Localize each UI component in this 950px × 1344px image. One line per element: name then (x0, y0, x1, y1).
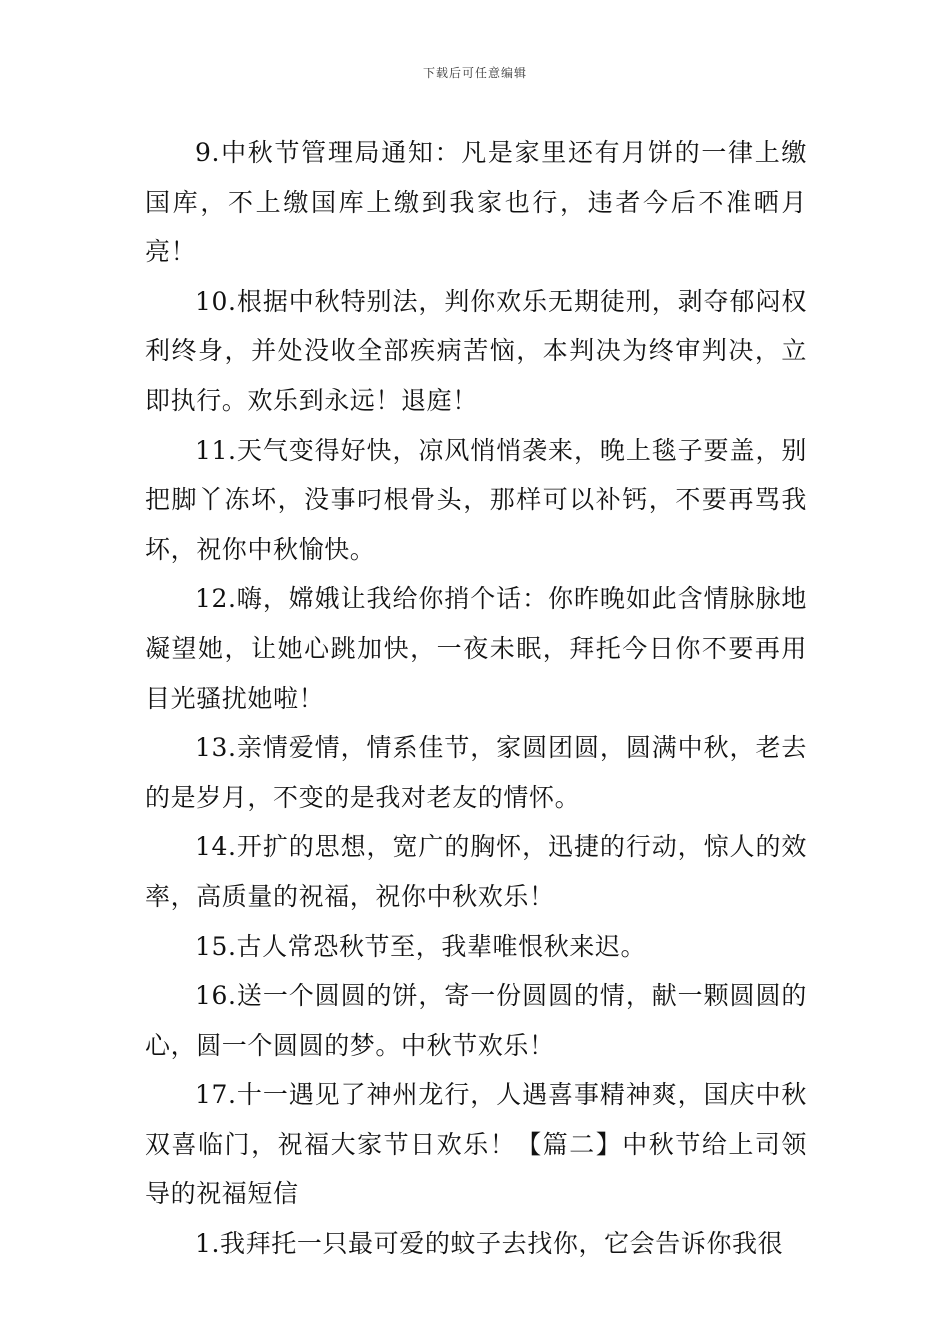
paragraph: 11.天气变得好快，凉风悄悄袭来，晚上毯子要盖，别把脚丫冻坏，没事叼根骨头，那样可以补钙，不要再骂我坏，祝你中秋愉快。 (145, 435, 807, 564)
header-note: 下载后可任意编辑 (422, 66, 527, 80)
paragraph: 9.中秋节管理局通知：凡是家里还有月饼的一律上缴国库，不上缴国库上缴到我家也行，违者今后不准晒月亮！ (145, 138, 807, 267)
paragraph: 1.我拜托一只最可爱的蚊子去找你，它会告诉你我很 (195, 1229, 784, 1259)
paragraph: 10.根据中秋特别法，判你欢乐无期徒刑，剥夺郁闷权利终身，并处没收全部疾病苦恼，本判决为终审判决，立即执行。欢乐到永远！退庭！ (145, 286, 807, 415)
paragraph: 15.古人常恐秋节至，我辈唯恨秋来迟。 (195, 931, 647, 961)
document-body (145, 128, 807, 1269)
paragraph: 16.送一个圆圆的饼，寄一份圆圆的情，献一颗圆圆的心，圆一个圆圆的梦。中秋节欢乐！ (145, 981, 807, 1060)
paragraph: 14.开扩的思想，宽广的胸怀，迅捷的行动，惊人的效率，高质量的祝福，祝你中秋欢乐！ (145, 832, 807, 911)
paragraph: 13.亲情爱情，情系佳节，家圆团圆，圆满中秋，老去的是岁月，不变的是我对老友的情怀。 (145, 733, 807, 812)
paragraph: 12.嗨，嫦娥让我给你捎个话：你昨晚如此含情脉脉地凝望她，让她心跳加快，一夜未眠，拜托今日你不要再用目光骚扰她啦！ (145, 584, 807, 713)
paragraph: 17.十一遇见了神州龙行，人遇喜事精神爽，国庆中秋双喜临门，祝福大家节日欢乐！【篇二】中秋节给上司领导的祝福短信 (145, 1080, 807, 1209)
